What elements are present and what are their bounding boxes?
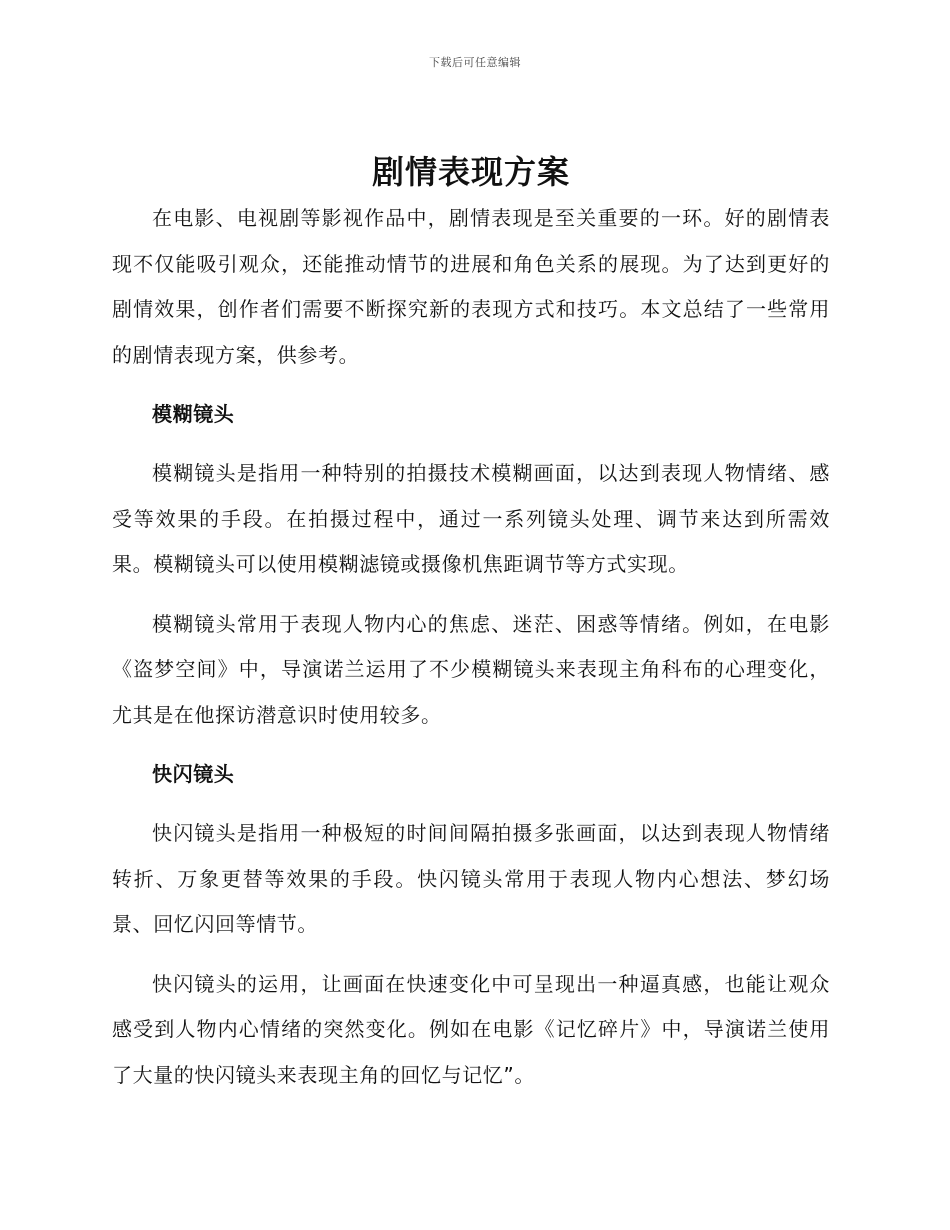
body-paragraph: 模糊镜头常用于表现人物内心的焦虑、迷茫、困惑等情绪。例如，在电影《盗梦空间》中，导演诺兰运用了不少模糊镜头来表现主角科布的心理变化，尤其是在他探访潜意识时使用较多。 — [112, 611, 830, 727]
section-heading: 快闪镜头 — [152, 762, 235, 786]
body-paragraph: 模糊镜头是指用一种特别的拍摄技术模糊画面，以达到表现人物情绪、感受等效果的手段。在拍摄过程中，通过一系列镜头处理、调节来达到所需效果。模糊镜头可以使用模糊滤镜或摄像机焦距调节等方式实现。 — [112, 461, 830, 576]
section-blur-shot — [112, 392, 830, 738]
body-paragraph: 快闪镜头的运用，让画面在快速变化中可呈现出一种逼真感，也能让观众感受到人物内心情绪的突然变化。例如在电影《记忆碎片》中，导演诺兰使用了大量的快闪镜头来表现主角的回忆与记忆”。 — [112, 971, 830, 1087]
document-body — [112, 148, 830, 1112]
section-heading: 模糊镜头 — [152, 402, 235, 426]
header-note: 下载后可任意编辑 — [429, 56, 521, 69]
intro-paragraph: 在电影、电视剧等影视作品中，剧情表现是至关重要的一环。好的剧情表现不仅能吸引观众，还能推动情节的进展和角色关系的展现。为了达到更好的剧情效果，创作者们需要不断探究新的表现方式和技巧。本文总结了一些常用的剧情表现方案，供参考。 — [112, 206, 830, 367]
body-paragraph: 快闪镜头是指用一种极短的时间间隔拍摄多张画面，以达到表现人物情绪转折、万象更替等效果的手段。快闪镜头常用于表现人物内心想法、梦幻场景、回忆闪回等情节。 — [112, 821, 830, 936]
section-flash-shot — [112, 752, 830, 1098]
document-title: 剧情表现方案 — [371, 153, 570, 191]
